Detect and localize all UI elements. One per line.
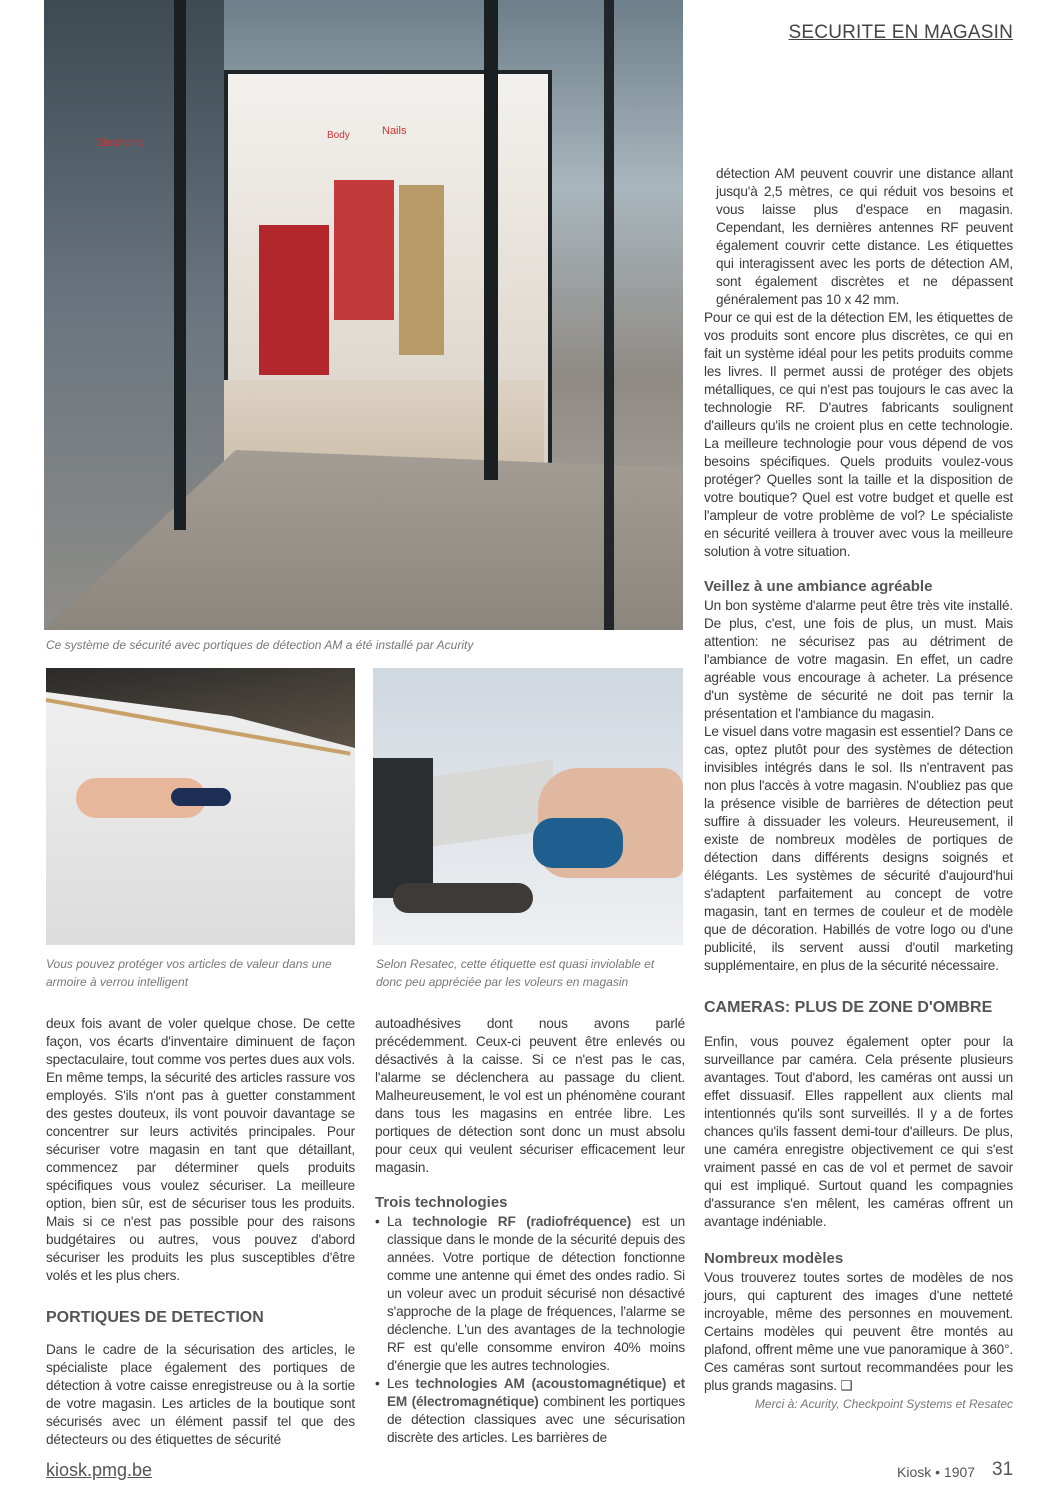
- article-paragraph: Pour ce qui est de la détection EM, les étiquettes de vos produits sont encore plus discrètes, ce qui en fait un système idéal pour les petits produits comme les livres. Il permet aussi de protéger des objets métalliques, ce qui n'est pas toujours le cas avec la technologie RF. D'autres fabricants soulignent d'ailleurs qu'ils ne croient plus en cette technologie. La meilleure technologie pour vous dépend de vos besoins spécifiques. Quels produits voulez-vous protéger? Quelles sont la taille et la disposition de votre boutique? Quel est votre budget et quelle est l'ampleur de votre problème de vol? Le spécialiste en sécurité veillera à trouver avec vous la meilleure solution à votre situation.: [704, 310, 1013, 559]
- end-mark-icon: ❑: [840, 1378, 853, 1393]
- models-text: Vous trouverez toutes sortes de modèles de nos jours, qui capturent des images d'une netteté incroyable, même des personnes en mouvement. Certains modèles qui peuvent être montés au plafond, offrent même une vue panoramique à 360°. Ces caméras sont surtout recommandées pour les plus grands magasins.: [704, 1270, 1013, 1393]
- drawer-lock-photo: [46, 668, 355, 945]
- security-tag-photo: [373, 668, 683, 945]
- article-paragraph: Le visuel dans votre magasin est essentiel? Dans ce cas, optez plutôt pour des systèmes de détection invisibles intégrés dans le sol. Ils n'entravent pas non plus l'accès à votre magasin. N'oubliez pas que la présence visible de barrières de détection peut suffire à dissuader les voleurs. Heureusement, il existe de nombreux modèles de portiques de détection dans différents designs soignés et élégants. Les systèmes de sécurité d'aujourd'hui s'adaptent parfaitement au concept de votre magasin, tant en termes de couleur et de modèle que de décoration. Habillés de votre logo ou d'une publicité, ils servent aussi d'outil marketing supplémentaire, en plus de la sécurité nécessaire.: [704, 724, 1013, 973]
- article-paragraph: Un bon système d'alarme peut être très vite installé. De plus, c'est, une fois de plus, un must. Mais attention: ne sécurisez pas au détriment de l'ambiance de votre magasin. En effet, un cadre agréable vous encourage à acheter. La présence d'un système de sécurité ne doit pas ternir la présentation et l'ambiance du magasin.: [704, 598, 1013, 721]
- heading-cameras: CAMERAS: PLUS DE ZONE D'OMBRE: [704, 999, 993, 1016]
- left-column: [46, 1015, 355, 1449]
- page-number: 31: [992, 1459, 1014, 1480]
- credits: Merci à: Acurity, Checkpoint Systems et Resatec: [754, 1397, 1013, 1411]
- nails-sign: Nails: [382, 125, 407, 137]
- article-paragraph: Enfin, vous pouvez également opter pour la surveillance par caméra. Cela présente plusieurs avantages. Tout d'abord, les caméras ont aussi un effet dissuasif. Elles rappellent aux clients mal intentionnés qu'ils sont surveillés. Il y a de fortes chances qu'ils fassent demi-tour d'ailleurs. De plus, une caméra enregistre objectivement ce qui s'est vraiment passé en cas de vol et permet de savoir qui est impliqué. Surtout quand les compagnies d'assurance s'en mêlent, les caméras offrent un avantage indéniable.: [704, 1034, 1013, 1229]
- tag-photo-caption: Selon Resatec, cette étiquette est quasi inviolable et donc peu appréciée par les voleurs en magasin: [376, 957, 655, 989]
- section-title: SECURITE EN MAGASIN: [788, 22, 1013, 43]
- technology-list: [375, 1213, 685, 1447]
- article-paragraph: deux fois avant de voler quelque chose. De cette façon, vos écarts d'inventaire diminuent de façon spectaculaire, tout comme vos pertes dues aux vols. En même temps, la sécurité des articles rassure vos employés. S'ils n'ont pas à guetter constamment des gestes douteux, ils vont pouvoir davantage se concentrer sur leurs activités principales. Pour sécuriser votre magasin en tant que détaillant, commencez par déterminer quels produits spécifiques vous voulez sécuriser. La meilleure option, bien sûr, est de sécuriser tous les produits. Mais si ce n'est pas possible pour des raisons budgétaires ou autres, vous pouvez d'abord sécuriser les produits les plus susceptibles d'être volés et les plus chers.: [46, 1016, 355, 1283]
- heading-portiques: PORTIQUES DE DETECTION: [46, 1309, 264, 1326]
- bullet-prefix: La: [387, 1214, 413, 1229]
- list-item: [375, 1213, 685, 1375]
- list-item: [375, 1375, 685, 1447]
- main-photo-caption: Ce système de sécurité avec portiques de détection AM a été installé par Acurity: [46, 638, 474, 652]
- heading-ambiance: Veillez à une ambiance agréable: [704, 578, 933, 595]
- bullet-bold: technologie RF (radiofréquence): [412, 1214, 632, 1229]
- magazine-issue: Kiosk • 1907: [897, 1464, 976, 1480]
- article-paragraph: détection AM peuvent couvrir une distance allant jusqu'à 2,5 mètres, ce qui réduit vos besoins et vous laisse plus d'espace en magasin. Cependant, les dernières antennes RF peuvent également couvrir cette distance. Les étiquettes qui interagissent avec les ports de détection AM, sont également discrètes et ne dépassent généralement pas 10 x 42 mm.: [716, 166, 1013, 307]
- bullet-text: combinent les portiques de détection classiques avec une sécurisation discrète des articles. Les barrières de: [387, 1394, 685, 1445]
- heading-trois-technologies: Trois technologies: [375, 1194, 508, 1211]
- bullet-text: est un classique dans le monde de la sécurité depuis des années. Votre portique de détection fonctionne comme une antenne qui émet des ondes radio. Si un voleur avec un produit sécurisé non désactivé s'approche de la plage de fréquences, l'alarme se déclenche. L'un des avantages de la technologie RF est qu'elle consomme environ 40% moins d'énergie que les autres technologies.: [387, 1214, 686, 1373]
- body-sign: Body: [327, 130, 350, 141]
- middle-column: [375, 1015, 685, 1447]
- bullet-prefix: Les: [387, 1376, 416, 1391]
- drawer-photo-caption: Vous pouvez protéger vos articles de valeur dans une armoire à verrou intelligent: [46, 957, 332, 989]
- article-paragraph: autoadhésives dont nous avons parlé précédemment. Ceux-ci peuvent être enlevés ou désactivés à la caisse. Si ce n'est pas le cas, l'alarme se déclenchera au passage du client. Malheureusement, le vol est un phénomène courant dans tous les magasins en entrée libre. Les portiques de détection sont donc un must absolu pour ceux qui veulent sécuriser efficacement leur magasin.: [375, 1016, 685, 1175]
- right-column: [704, 165, 1013, 1413]
- article-paragraph: [704, 1269, 1013, 1395]
- website-link[interactable]: kiosk.pmg.be: [46, 1460, 153, 1480]
- store-entrance-photo: [44, 0, 683, 630]
- article-paragraph: Dans le cadre de la sécurisation des articles, le spécialiste place également des portiques de détection à votre caisse enregistreuse ou à la sortie de votre magasin. Les articles de la boutique sont sécurisés avec un élément passif tel que des détecteurs ou des étiquettes de sécurité: [46, 1342, 355, 1447]
- bullet-bold: technologies AM (acoustomagnétique) et EM (électromagnétique): [387, 1376, 685, 1409]
- store-sign: Electronic: [96, 137, 145, 149]
- heading-modeles: Nombreux modèles: [704, 1250, 844, 1267]
